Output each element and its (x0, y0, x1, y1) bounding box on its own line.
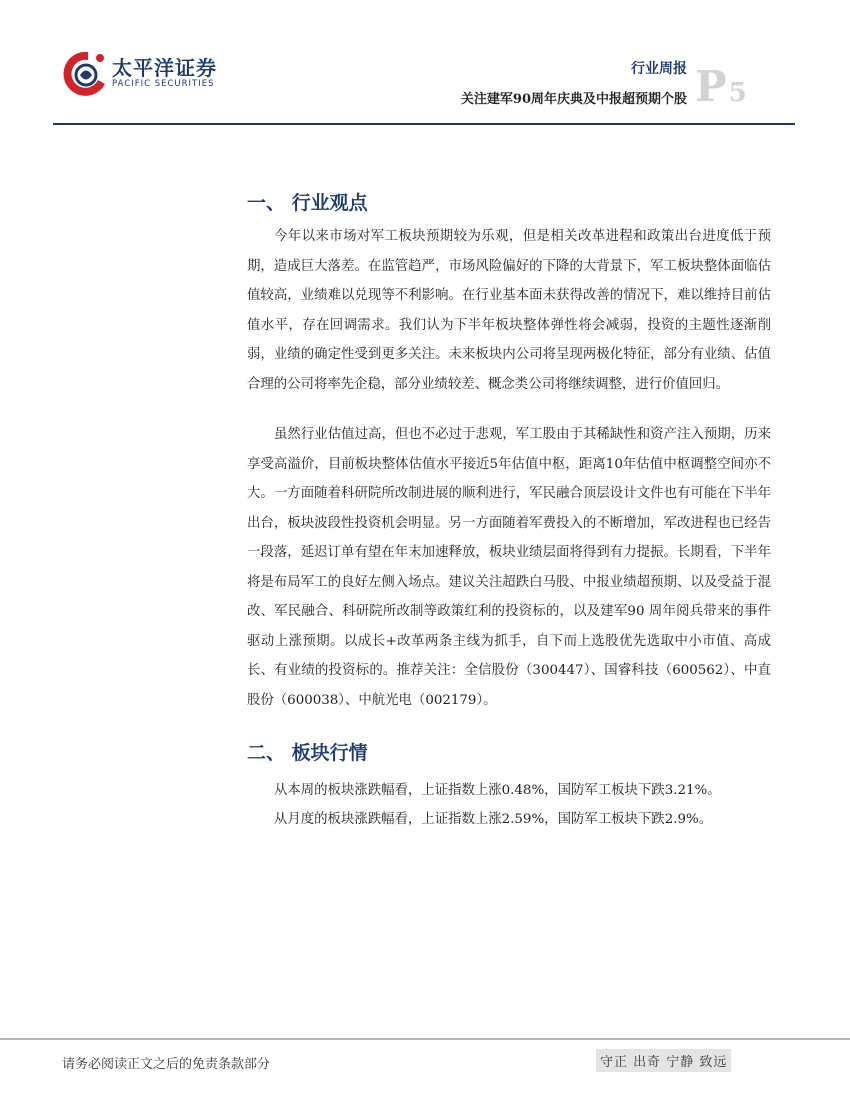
weekly-performance-line: 从本周的板块涨跌幅看，上证指数上涨0.48%，国防军工板块下跌3.21%。 (274, 783, 721, 798)
footer-disclaimer: 请务必阅读正文之后的免责条款部分 (62, 1057, 271, 1072)
footer-divider (0, 1038, 850, 1040)
report-type: 行业周报 (631, 61, 687, 77)
report-title: 关注建军90周年庆典及中报超预期个股 (460, 92, 687, 107)
section-title-sector-market: 二、 板块行情 (247, 742, 368, 764)
section-title-industry-view: 一、 行业观点 (247, 192, 368, 214)
industry-view-paragraph-1: 今年以来市场对军工板块预期较为乐观，但是相关改革进程和政策出台进度低于预期，造成巨大落差。在监管趋严，市场风险偏好的下降的大背景下，军工板块整体面临估值较高，业绩难以兑现等不利影响。在行业基本面未获得改善的情况下，难以维持目前估值水平，存在回调需求。我们认为下半年板块整体弹性将会减弱，投资的主题性逐渐削弱，业绩的确定性受到更多关注。未来板块内公司将呈现两极化特征，部分有业绩、估值合理的公司将率先企稳，部分业绩较差、概念类公司将继续调整，进行价值回归。 (247, 229, 771, 392)
page-letter: P (695, 62, 727, 111)
logo-english-name: PACIFIC SECURITIES (112, 79, 215, 89)
footer-motto: 守正 出奇 宁静 致远 (596, 1049, 731, 1072)
pacific-logo-icon (58, 46, 112, 102)
logo-chinese-name: 太平洋证券 (112, 56, 217, 80)
page-digit: 5 (728, 78, 747, 108)
monthly-performance-line: 从月度的板块涨跌幅看，上证指数上涨2.59%，国防军工板块下跌2.9%。 (274, 812, 713, 827)
company-logo (58, 46, 228, 102)
industry-view-paragraph-2: 虽然行业估值过高，但也不必过于悲观，军工股由于其稀缺性和资产注入预期，历来享受高溢价，目前板块整体估值水平接近5年估值中枢，距离10年估值中枢调整空间亦不大。一方面随着科研院所改制进展的顺利进行，军民融合顶层设计文件也有可能在下半年出台，板块波段性投资机会明显。另一方面随着军费投入的不断增加，军改进程也已经告一段落，延迟订单有望在年末加速释放，板块业绩层面将得到有力提振。长期看，下半年将是布局军工的良好左侧入场点。建议关注超跌白马股、中报业绩超预期、以及受益于混改、军民融合、科研院所改制等政策红利的投资标的，以及建军90 周年阅兵带来的事件驱动上涨预期。以成长+改革两条主线为抓手，自下而上选股优先选取中小市值、高成长、有业绩的投资标的。推荐关注：全信股份（300447）、国睿科技（600562）、中直股份（600038）、中航光电（002179）。 (247, 427, 771, 708)
header-divider (53, 123, 795, 125)
page-number (695, 62, 747, 111)
